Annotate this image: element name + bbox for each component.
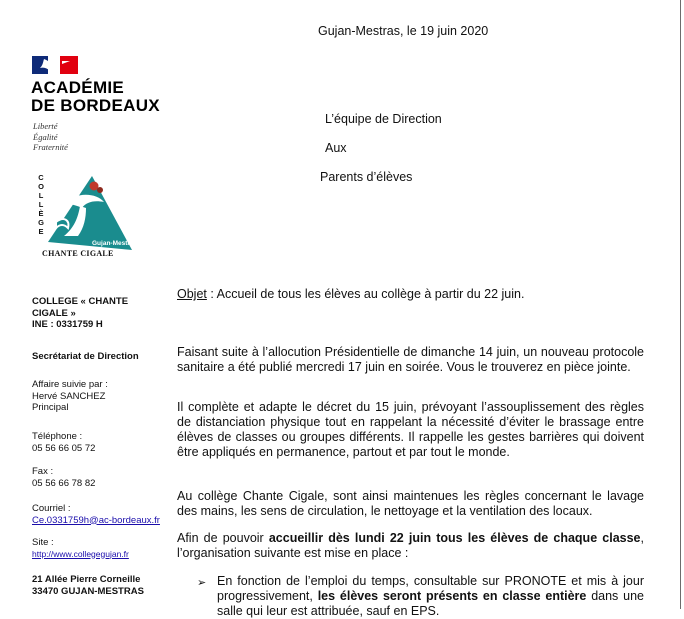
b1-bold: les élèves seront présents en classe entière xyxy=(317,589,587,603)
marianne-flag-icon xyxy=(32,55,80,75)
motto-egalite: Égalité xyxy=(33,131,58,142)
bullet-1 xyxy=(217,574,644,619)
motto-liberte: Liberté xyxy=(33,121,58,131)
affaire-label: Affaire suivie par : xyxy=(32,379,108,390)
site-link[interactable]: http://www.collegegujan.fr xyxy=(32,548,129,559)
fax-label: Fax : xyxy=(32,466,54,477)
paragraph-2: Il complète et adapte le décret du 15 juin, prévoyant l’assouplissement des règles de distanciation physique tout en rappelant la nécessité d’éviter le brassage entre élèves de classes ou groupes différents. Il rappelle les gestes barrières qui doivent être appliqués en permanence, partout et par tout le monde. xyxy=(177,400,644,459)
b1-text-b: dans une salle qui leur est attribuée, sauf en EPS. xyxy=(217,589,644,618)
phone-block xyxy=(32,431,164,454)
vertical-letter: L xyxy=(38,200,44,209)
subject-label: Objet xyxy=(177,287,207,301)
phone-value: 05 56 66 05 72 xyxy=(32,442,96,454)
recipient-prefix: Aux xyxy=(325,141,347,155)
secretariat: Secrétariat de Direction xyxy=(32,351,139,362)
paragraph-3: Au collège Chante Cigale, sont ainsi maintenues les règles concernant le lavage des mains, les sens de circulation, le nettoyage et la ventilation des locaux. xyxy=(177,489,644,518)
p4-text-b: , l’organisation suivante est mise en place : xyxy=(177,531,644,560)
letter-subject xyxy=(177,287,644,302)
sender: L’équipe de Direction xyxy=(325,112,442,126)
p4-bold: accueillir dès lundi 22 juin tous les élèves de chaque classe xyxy=(268,531,641,545)
vertical-letter: C xyxy=(38,173,44,182)
paragraph-4 xyxy=(177,531,644,561)
affaire-role: Principal xyxy=(32,402,69,413)
address-street: 21 Allée Pierre Corneille xyxy=(32,574,141,585)
p4-text-a: Afin de pouvoir xyxy=(177,531,269,545)
vertical-letter: È xyxy=(38,209,44,218)
address-city: 33470 GUJAN-MESTRAS xyxy=(32,585,144,597)
phone-label: Téléphone : xyxy=(32,431,83,442)
email-block xyxy=(32,503,164,526)
republic-motto xyxy=(33,121,68,153)
email-link[interactable]: Ce.0331759h@ac-bordeaux.fr xyxy=(32,514,160,526)
college-name-line2: CIGALE » xyxy=(32,307,76,319)
college-name xyxy=(32,296,164,331)
site-label: Site : xyxy=(32,537,54,548)
affaire-name: Hervé SANCHEZ xyxy=(32,390,106,402)
paragraph-1: Faisant suite à l’allocution Présidentielle de dimanche 14 juin, un nouveau protocole sanitaire a été publié mercredi 17 juin en soirée. Vous le trouverez en pièce jointe. xyxy=(177,345,644,374)
academie-line2: DE BORDEAUX xyxy=(31,96,160,115)
academie-line1: ACADÉMIE xyxy=(31,78,125,97)
college-name-line1: COLLEGE « CHANTE xyxy=(32,296,129,307)
subject-text: : Accueil de tous les élèves au collège à partir du 22 juin. xyxy=(206,287,525,301)
logo-town: Gujan-Mestras xyxy=(92,240,138,247)
recipient: Parents d’élèves xyxy=(320,170,413,184)
vertical-letter: G xyxy=(38,218,44,227)
email-label: Courriel : xyxy=(32,503,71,514)
college-vertical-text xyxy=(36,173,46,236)
letter-date: Gujan-Mestras, le 19 juin 2020 xyxy=(318,24,489,38)
vertical-letter: E xyxy=(38,227,44,236)
site-block xyxy=(32,537,164,560)
motto-fraternite: Fraternité xyxy=(33,142,68,152)
vertical-letter: O xyxy=(38,182,44,191)
affaire-block xyxy=(32,379,164,414)
academie-name xyxy=(31,79,160,115)
fax-value: 05 56 66 78 82 xyxy=(32,477,96,489)
bullet-arrow-icon: ➢ xyxy=(197,577,207,589)
postal-address xyxy=(32,574,164,597)
fax-block xyxy=(32,466,164,489)
b1-text-a: En fonction de l’emploi du temps, consultable sur PRONOTE et mis à jour progressivement, xyxy=(217,574,644,603)
college-ine: INE : 0331759 H xyxy=(32,319,103,330)
page-edge xyxy=(680,0,681,609)
college-logo-name: CHANTE CIGALE xyxy=(42,249,114,258)
vertical-letter: L xyxy=(38,191,44,200)
